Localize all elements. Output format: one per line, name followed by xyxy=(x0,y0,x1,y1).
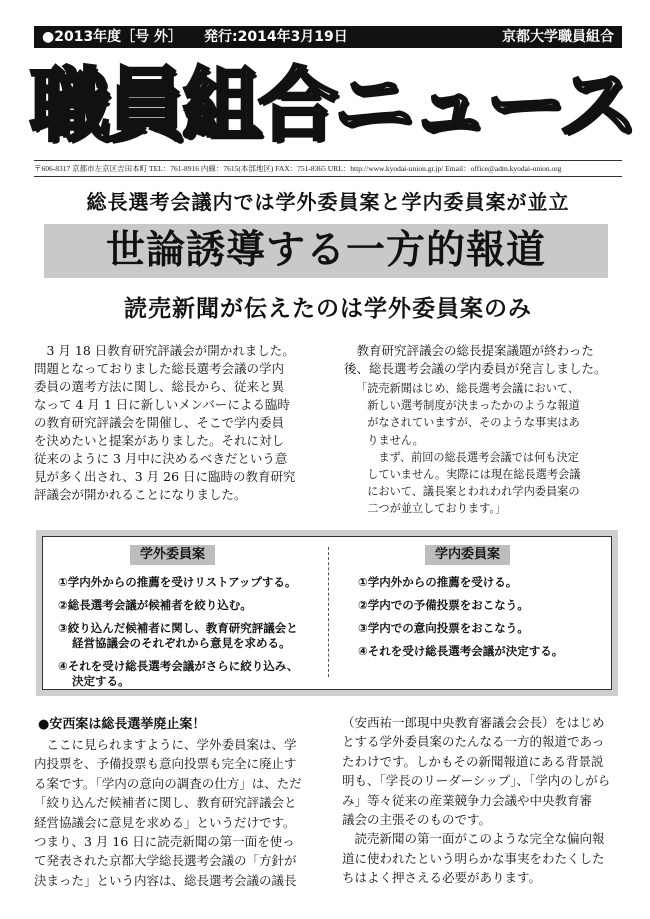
section-left-line: て発表された京都大学総長選考会議の「方針が xyxy=(34,853,297,869)
intro-left-line: なって 4 月 1 日に新しいメンバーによる臨時 xyxy=(34,397,290,412)
section-right-line: ちはよく押さえる必要があります。 xyxy=(342,870,542,886)
section-left-line: ここに見られますように、学外委員案は、学 xyxy=(34,737,297,752)
outside-proposal-item-text: ③絞り込んだ候補者に関し、教育研究評議会と xyxy=(58,621,298,635)
contact-line: 〒606-8317 京都市左京区吉田本町 TEL：761-8916 内線：7615(本部地区) FAX：751-8365 URL：http://www.kyodai-union.gr.jp/ Email：office@adm.kyodai-union.org xyxy=(34,164,562,173)
intro-right-paragraph xyxy=(344,342,622,378)
section-right-line: 読売新聞の第一面がこのような完全な偏向報 xyxy=(342,831,605,847)
section-left-line: 決まった」という内容は、総長選考会議の議長 xyxy=(34,872,297,888)
section-left-paragraph xyxy=(34,735,314,890)
inside-proposal-item xyxy=(358,644,604,659)
publisher-name: 京都大学職員組合 xyxy=(502,29,614,45)
outside-proposal-list xyxy=(58,575,320,697)
intro-left-line: 従来のように 3 月中に決めるべきだという意 xyxy=(34,451,288,466)
quote-line: がなされていますが、そのような事実はあ xyxy=(356,416,580,430)
inside-proposal-item xyxy=(358,598,604,613)
outside-proposal-item xyxy=(58,659,320,689)
section-left-line: 内投票を、予備投票も意向投票も完全に廃止す xyxy=(34,756,297,772)
outside-proposal-label: 学外委員案 xyxy=(130,545,215,565)
section-left-line: 「絞り込んだ候補者に関し、教育研究評議会と xyxy=(34,795,297,811)
quote-line: りません。 xyxy=(356,433,424,447)
issue-label: ●2013年度［号 外］ xyxy=(42,29,183,45)
issue-bar xyxy=(34,26,622,48)
section-left-line: る案です。「学内の意向の調査の仕方」は、ただ xyxy=(34,775,302,791)
quote-line: まず、前回の総長選考会議では何も決定 xyxy=(356,450,579,464)
section-left-line: 経営協議会に意見を求める」というだけです。 xyxy=(34,814,296,830)
intro-left-line: 評議会が開かれることになりました。 xyxy=(34,487,247,502)
intro-left-line: 委員の選考方法に関し、総長から、従来と異 xyxy=(34,379,285,394)
section-right-line: み」等々従来の産業競争力会議や中央教育審 xyxy=(342,792,593,808)
sub-headline: 総長選考会議内では学外委員案と学内委員案が並立 xyxy=(86,190,570,214)
outside-proposal-item xyxy=(58,598,320,613)
inside-proposal-list xyxy=(358,575,604,667)
main-headline: 世論誘導する一方的報道 xyxy=(105,228,546,273)
inside-proposal-item-text: ②学内での予備投票をおこなう。 xyxy=(358,598,529,612)
issue-date: 発行:2014年3月19日 xyxy=(204,29,348,45)
outside-proposal-item-text: ②総長選考会議が候補者を絞り込む。 xyxy=(58,598,252,612)
section-right-line: たわけです。しかもその新聞報道にある背景説 xyxy=(342,753,604,769)
quote-line: 「読売新聞はじめ、総長選考会議において、 xyxy=(356,382,580,395)
quote-line: において、議長案とわれわれ学内委員案の xyxy=(356,485,580,499)
quote-line: 二つが並立しております。」 xyxy=(356,502,507,516)
intro-right-line: 後、総長選考会議の学内委員が発言しました。 xyxy=(344,361,607,376)
section-left-line: つまり、3 月 16 日に読売新聞の第一面を使っ xyxy=(34,834,295,850)
outside-proposal-item-text: ④それを受け総長選考会議がさらに絞り込み、 xyxy=(58,659,299,673)
intro-left-line: 3 月 18 日教育研究評議会が開かれました。 xyxy=(34,343,295,358)
section-right-line: とする学外委員案のたんなる一方的報道であっ xyxy=(342,734,605,750)
inside-proposal-item-text: ①学内外からの推薦を受ける。 xyxy=(358,575,518,589)
quote-line: していません。実際には現在総長選考会議 xyxy=(356,468,581,482)
section-right-line: （安西祐一郎現中央教育審議会会長）をはじめ xyxy=(342,715,605,730)
inside-proposal-item xyxy=(358,621,604,636)
intro-left-line: を決めたいと提案がありました。それに対し xyxy=(34,433,285,448)
outside-proposal-item-text: ①学内外からの推薦を受けリストアップする。 xyxy=(58,575,297,589)
section-right-line: 道に使われたという明らかな事実をわたくした xyxy=(342,850,605,866)
masthead xyxy=(30,56,634,156)
inside-proposal-item-text: ③学内での意向投票をおこなう。 xyxy=(358,621,529,635)
outside-proposal-item xyxy=(58,575,320,590)
section-right-line: 議会の主張そのものです。 xyxy=(342,812,492,828)
masthead-title: 職員組合ニュース xyxy=(30,59,634,152)
outside-proposal-item-text: 決定する。 xyxy=(72,674,130,688)
union-member-quote xyxy=(356,380,618,518)
section-right-line: 明も、「学長のリーダーシップ」、「学内のしがら xyxy=(342,773,611,789)
outside-proposal-item-text: 経営協議会のそれぞれから意見を求める。 xyxy=(72,636,291,650)
intro-left-line: の教育研究評議会を開催し、そこで学内委員 xyxy=(34,415,285,430)
inside-proposal-label: 学内委員案 xyxy=(425,545,510,565)
comparison-divider xyxy=(328,547,329,677)
intro-left-line: 問題となっておりました総長選考会議の学内 xyxy=(34,361,285,376)
intro-left-line: 見が多く出され、3 月 26 日に臨時の教育研究 xyxy=(34,469,296,484)
intro-left-paragraph xyxy=(34,342,312,504)
outside-proposal-item xyxy=(58,621,320,651)
third-headline: 読売新聞が伝えたのは学外委員案のみ xyxy=(124,296,532,322)
masthead-rule-top xyxy=(34,160,622,161)
intro-right-line: 教育研究評議会の総長提案議題が終わった xyxy=(344,343,594,358)
section-right-paragraph xyxy=(342,713,622,888)
section-heading: ●安西案は総長選挙廃止案！ xyxy=(38,717,206,732)
masthead-rule-bottom xyxy=(34,176,622,177)
inside-proposal-item xyxy=(358,575,604,590)
quote-line: 新しい選考制度が決まったかのような報道 xyxy=(356,399,580,413)
inside-proposal-item-text: ④それを受け総長選考会議が決定する。 xyxy=(358,644,564,658)
